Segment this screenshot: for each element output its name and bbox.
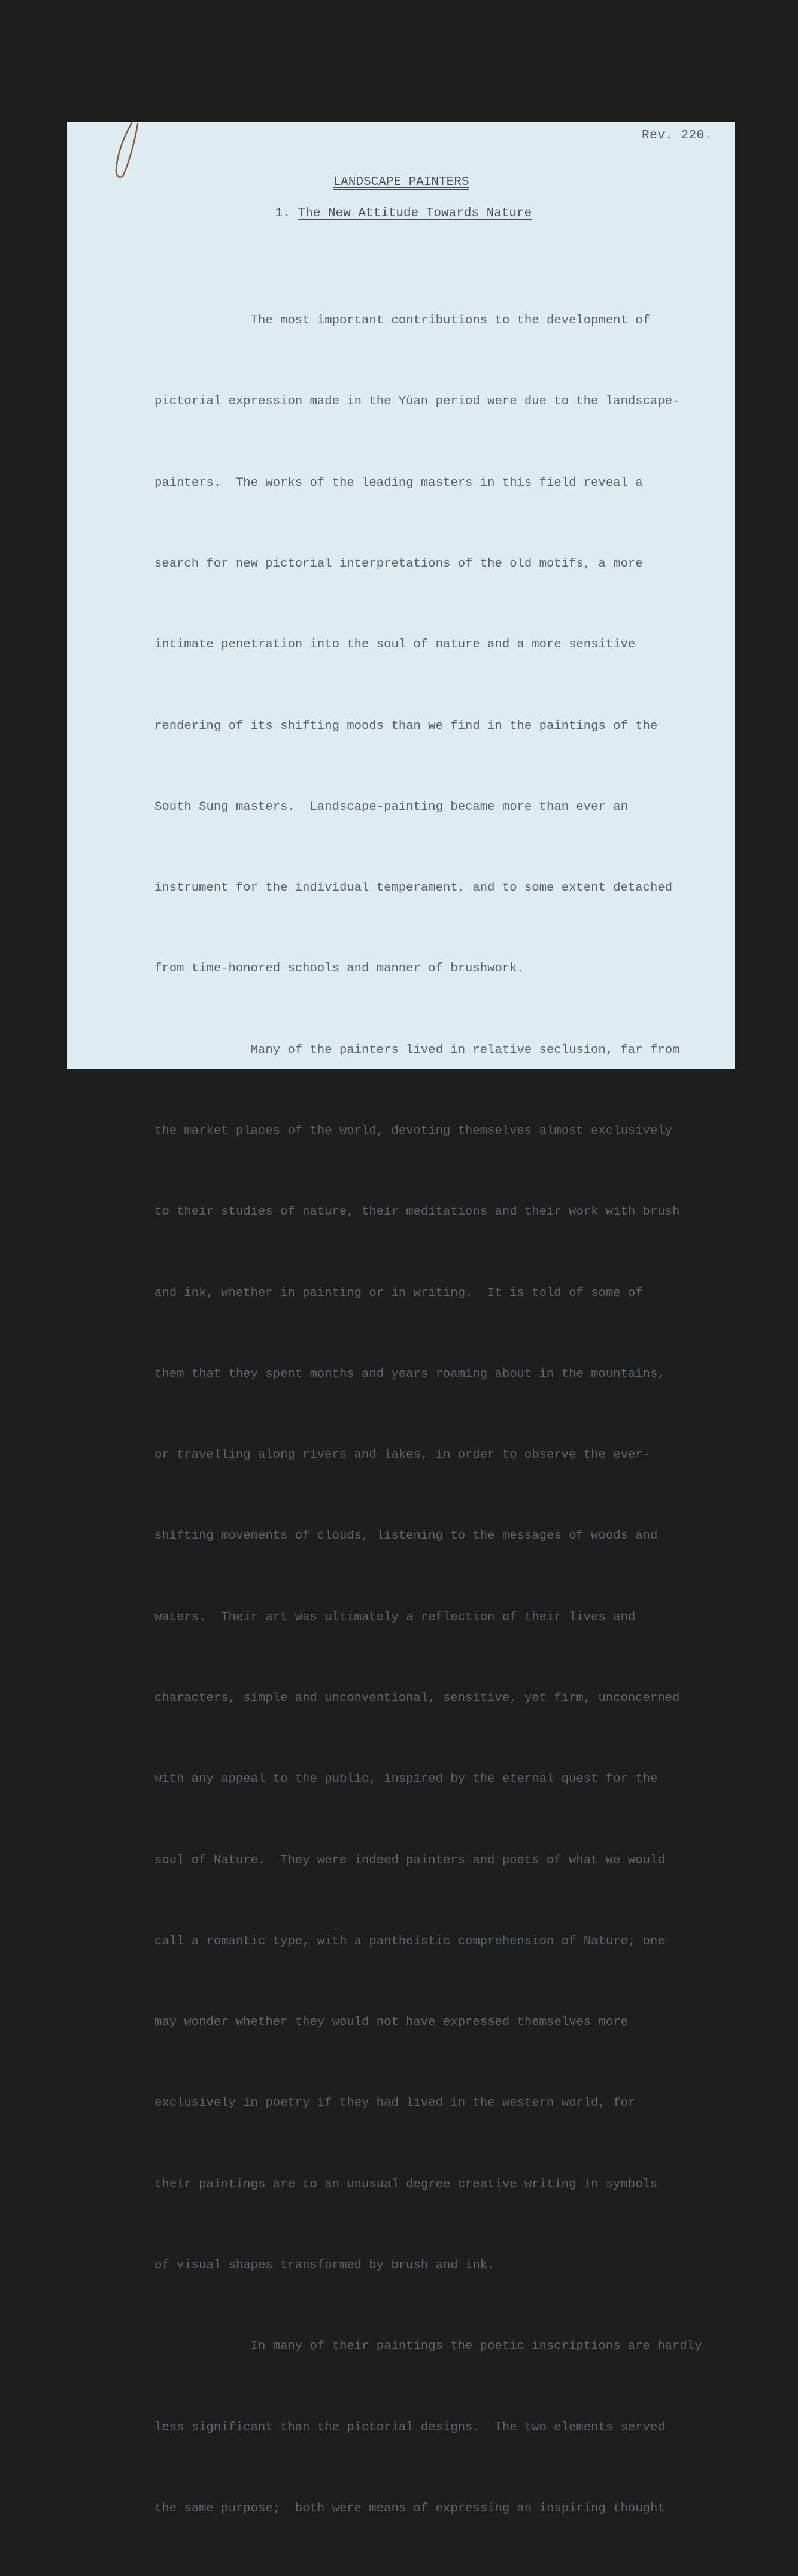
text-line: less significant than the pictorial designs. The two elements served: [154, 2420, 665, 2435]
text-line: The most important contributions to the development of: [154, 314, 651, 328]
text-line: their paintings are to an unusual degree creative writing in symbols: [154, 2177, 658, 2191]
text-line: them that they spent months and years roaming about in the mountains,: [154, 1367, 665, 1381]
revision-number: Rev. 220.: [642, 129, 712, 143]
text-line: rendering of its shifting moods than we find in the paintings of the: [154, 719, 658, 733]
text-line: call a romantic type, with a pantheistic comprehension of Nature; one: [154, 1934, 665, 1948]
text-line: Many of the painters lived in relative seclusion, far from: [154, 1043, 680, 1057]
text-line: to their studies of nature, their meditations and their work with brush: [154, 1205, 680, 1219]
text-line: or travelling along rivers and lakes, in order to observe the ever-: [154, 1448, 651, 1463]
section-heading: [67, 207, 735, 220]
text-line: search for new pictorial interpretations of the old motifs, a more: [154, 557, 643, 571]
text-line: of visual shapes transformed by brush and ink.: [154, 2258, 495, 2272]
text-line: the same purpose; both were means of expressing an inspiring thought: [154, 2501, 665, 2516]
text-line: pictorial expression made in the Yüan period were due to the landscape-: [154, 395, 680, 409]
text-line: waters. Their art was ultimately a reflection of their lives and: [154, 1610, 636, 1624]
text-line: instrument for the individual temperament, and to some extent detached: [154, 881, 673, 895]
text-line: shifting movements of clouds, listening to the messages of woods and: [154, 1529, 658, 1543]
text-line: the market places of the world, devoting themselves almost exclusively: [154, 1124, 673, 1138]
text-line: characters, simple and unconventional, sensitive, yet firm, unconcerned: [154, 1691, 680, 1705]
text-line: South Sung masters. Landscape-painting became more than ever an: [154, 800, 628, 814]
section-title: The New Attitude Towards Nature: [298, 207, 532, 220]
text-line: and ink, whether in painting or in writing. It is told of some of: [154, 1286, 643, 1300]
paperclip-mark: [114, 122, 141, 181]
text-line: soul of Nature. They were indeed painters and poets of what we would: [154, 1853, 665, 1867]
section-number: 1.: [275, 207, 290, 220]
text-line: In many of their paintings the poetic inscriptions are hardly: [154, 2339, 702, 2354]
text-line: with any appeal to the public, inspired by the eternal quest for the: [154, 1772, 658, 1787]
text-line: from time-honored schools and manner of brushwork.: [154, 962, 524, 976]
document-title: [67, 175, 735, 189]
text-line: painters. The works of the leading masters in this field reveal a: [154, 476, 643, 490]
body-text: [154, 253, 735, 2576]
text-line: may wonder whether they would not have expressed themselves more: [154, 2015, 628, 2030]
document-page: [67, 122, 735, 2516]
text-line: intimate penetration into the soul of nature and a more sensitive: [154, 638, 636, 652]
text-line: exclusively in poetry if they had lived in the western world, for: [154, 2096, 636, 2111]
title-text: LANDSCAPE PAINTERS: [333, 175, 469, 189]
